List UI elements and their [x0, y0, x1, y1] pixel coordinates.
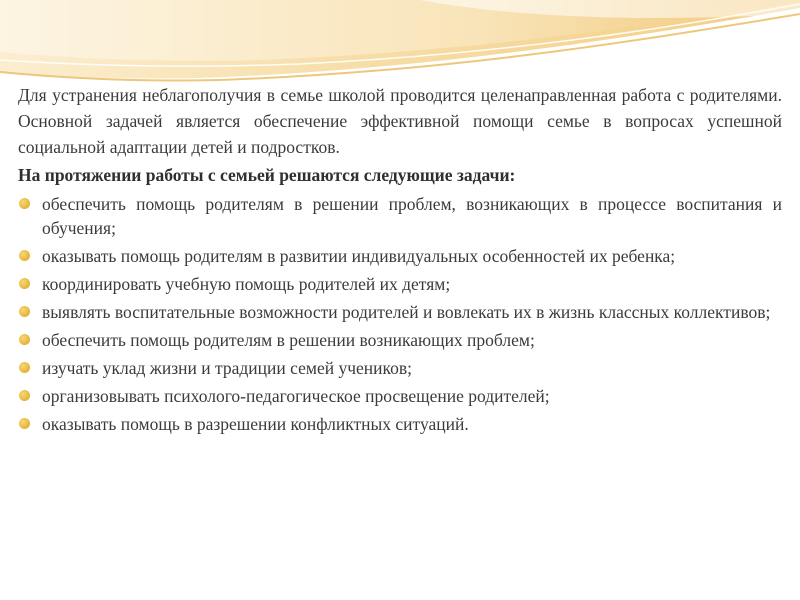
task-text: оказывать помощь в разрешении конфликтных ситуаций.: [42, 414, 469, 434]
task-text: оказывать помощь родителям в развитии индивидуальных особенностей их ребенка;: [42, 246, 676, 266]
bullet-icon: [19, 334, 30, 345]
task-list: [18, 192, 782, 436]
task-text: обеспечить помощь родителям в решении проблем, возникающих в процессе воспитания и обучения;: [42, 194, 782, 238]
task-text: обеспечить помощь родителям в решении возникающих проблем;: [42, 330, 535, 350]
bullet-icon: [19, 418, 30, 429]
list-item: [18, 412, 782, 436]
header-wave-decoration: [0, 0, 800, 90]
task-text: изучать уклад жизни и традиции семей учеников;: [42, 358, 413, 378]
bullet-icon: [19, 306, 30, 317]
bullet-icon: [19, 198, 30, 209]
bullet-icon: [19, 278, 30, 289]
list-item: [18, 328, 782, 352]
bullet-icon: [19, 362, 30, 373]
task-text: выявлять воспитательные возможности родителей и вовлекать их в жизнь классных коллективов;: [42, 302, 771, 322]
task-text: организовывать психолого-педагогическое просвещение родителей;: [42, 386, 550, 406]
content-area: [18, 82, 782, 436]
list-item: [18, 300, 782, 324]
intro-paragraph: Для устранения неблагополучия в семье школой проводится целенаправленная работа с родителями. Основной задачей является обеспечение эффективной помощи семье в вопросах успешной социальной адаптации детей и подростков.: [18, 85, 782, 157]
list-item: [18, 192, 782, 240]
task-text: координировать учебную помощь родителей их детям;: [42, 274, 451, 294]
bullet-icon: [19, 250, 30, 261]
list-item: [18, 356, 782, 380]
list-item: [18, 272, 782, 296]
list-item: [18, 244, 782, 268]
tasks-heading: На протяжении работы с семьей решаются следующие задачи:: [18, 165, 516, 185]
bullet-icon: [19, 390, 30, 401]
list-item: [18, 384, 782, 408]
